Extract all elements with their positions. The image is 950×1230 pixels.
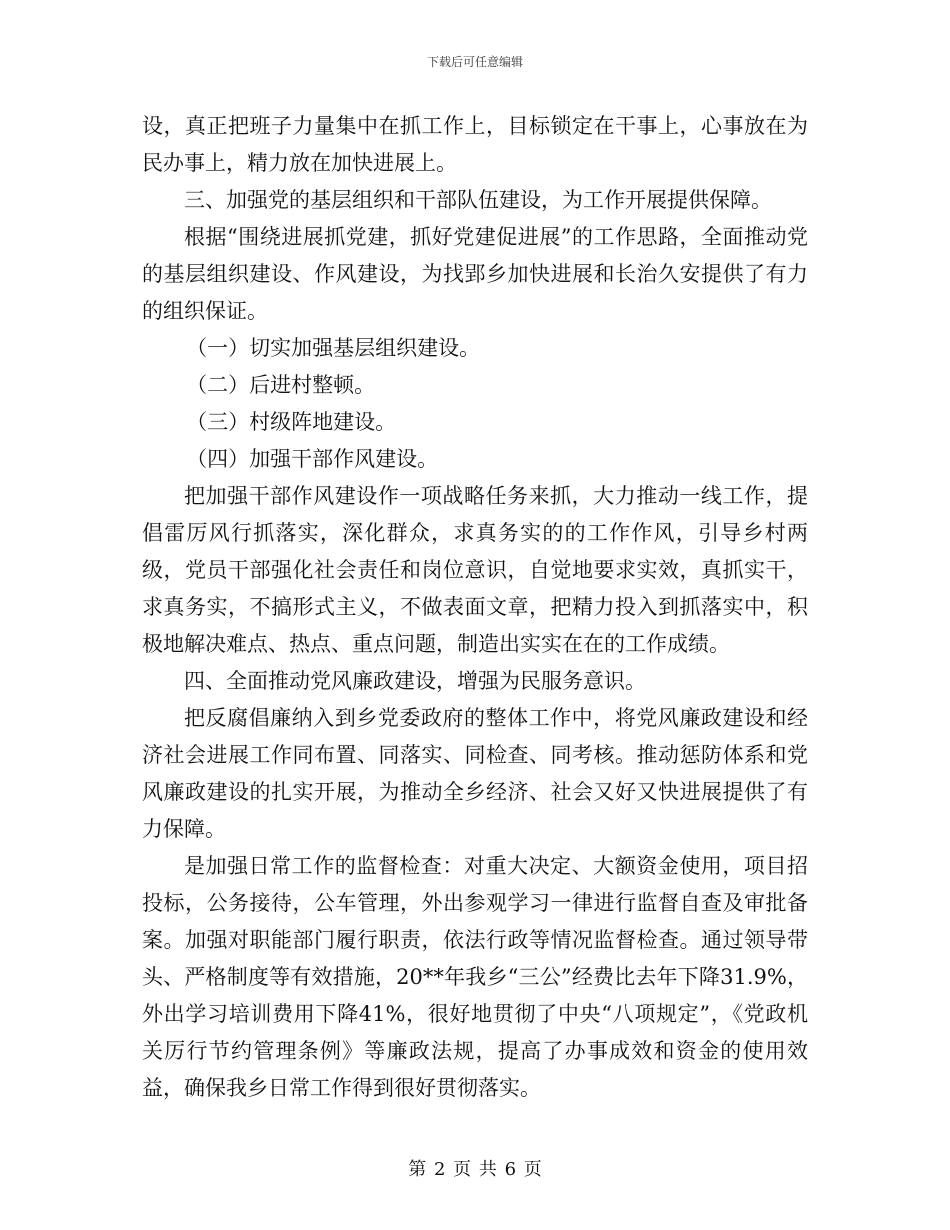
list-item: （一）切实加强基层组织建设。 — [186, 336, 481, 360]
list-item: （二）后进村整顿。 — [186, 373, 376, 397]
paragraph-continued: 设，真正把班子力量集中在抓工作上，目标锁定在干事上，心事放在为民办事上，精力放在加快进展上。 — [142, 114, 808, 175]
paragraph: 把反腐倡廉纳入到乡党委政府的整体工作中，将党风廉政建设和经济社会进展工作同布置、同落实、同检查、同考核。推动惩防体系和党风廉政建设的扎实开展，为推动全乡经济、社会又好又快进展提供了有力保障。 — [142, 706, 808, 841]
section-heading-four: 四、全面推动党风廉政建设，增强为民服务意识。 — [184, 669, 646, 693]
list-item: （三）村级阵地建设。 — [186, 410, 397, 434]
paragraph: 根据“围绕进展抓党建，抓好党建促进展”的工作思路，全面推动党的基层组织建设、作风建设，为找郢乡加快进展和长治久安提供了有力的组织保证。 — [142, 225, 808, 323]
page-number-footer: 第 2 页 共 6 页 — [408, 1159, 542, 1180]
document-body — [142, 108, 808, 1107]
paragraph: 把加强干部作风建设作一项战略任务来抓，大力推动一线工作，提倡雷厉风行抓落实，深化群众，求真务实的的工作作风，引导乡村两级，党员干部强化社会责任和岗位意识，自觉地要求实效，真抓实干，求真务实，不搞形式主义，不做表面文章，把精力投入到抓落实中，积极地解决难点、热点、重点问题，制造出实实在在的工作成绩。 — [142, 484, 808, 656]
paragraph: 是加强日常工作的监督检查：对重大决定、大额资金使用，项目招投标，公务接待，公车管理，外出参观学习一律进行监督自查及审批备案。加强对职能部门履行职责，依法行政等情况监督检查。通过领导带头、严格制度等有效措施，20**年我乡“三公”经费比去年下降31.9%，外出学习培训费用下降41%，很好地贯彻了中央“八项规定”，《党政机关厉行节约管理条例》等廉政法规，提高了办事成效和资金的使用效益，确保我乡日常工作得到很好贯彻落实。 — [142, 854, 808, 1100]
section-heading-three: 三、加强党的基层组织和干部队伍建设，为工作开展提供保障。 — [184, 188, 772, 212]
list-item: （四）加强干部作风建设。 — [186, 447, 439, 471]
page-header: 下载后可任意编辑 — [426, 55, 523, 69]
